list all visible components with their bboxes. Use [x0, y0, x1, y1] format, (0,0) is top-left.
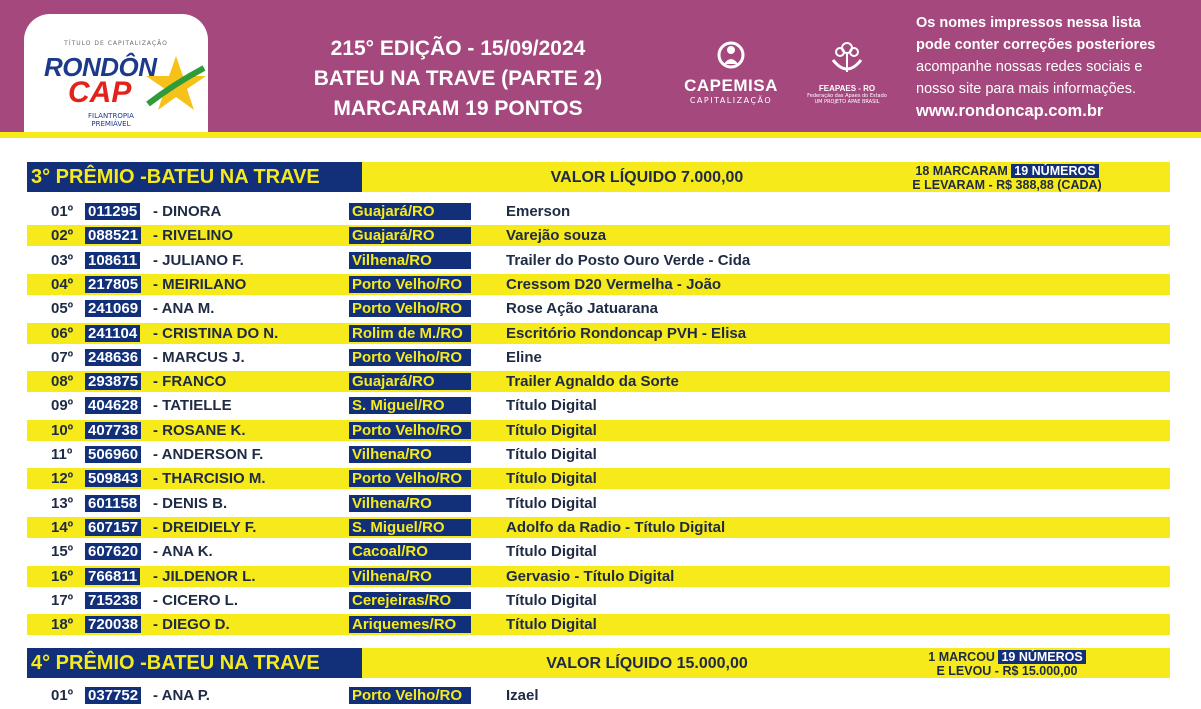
seller-name: Título Digital [506, 470, 597, 488]
prize-note [847, 164, 1167, 192]
winner-city: Cerejeiras/RO [349, 592, 471, 609]
edition-line-1: 215° EDIÇÃO - 15/09/2024 [330, 37, 586, 60]
winner-position: 06º [51, 324, 74, 342]
winner-position: 10º [51, 421, 74, 439]
star-icon [138, 54, 208, 114]
ticket-number: 217805 [85, 276, 141, 293]
ticket-number: 037752 [85, 687, 141, 704]
flower-logo-icon [828, 38, 866, 78]
seller-name: Varejão souza [506, 227, 607, 245]
ticket-number: 506960 [85, 446, 141, 463]
capemisa-name: CAPEMISA [684, 76, 778, 95]
winner-row [27, 590, 1170, 611]
winner-city: Porto Velho/RO [349, 687, 471, 704]
rondoncap-logo [24, 14, 208, 132]
ticket-number: 766811 [85, 568, 140, 585]
winner-city: Guajará/RO [349, 373, 471, 390]
edition-title [248, 34, 668, 124]
logo-tagline: TÍTULO DE CAPITALIZAÇÃO [64, 40, 168, 47]
prize-note-highlight: 19 NÚMEROS [998, 650, 1085, 664]
notice-text [916, 12, 1196, 122]
seller-name: Título Digital [506, 397, 597, 415]
ticket-number: 601158 [85, 495, 140, 512]
seller-name: Eline [506, 348, 542, 366]
winner-row [27, 298, 1170, 319]
logo-subtitle [88, 112, 134, 128]
winner-row [27, 395, 1170, 416]
ticket-number: 011295 [85, 203, 140, 220]
winner-position: 09º [51, 397, 74, 415]
winner-row [27, 566, 1170, 587]
feapaes-name: FEAPAES - RO [818, 84, 876, 93]
winner-name: - CRISTINA DO N. [153, 324, 279, 342]
feapaes-sub-2: UM PROJETO APAE BRASIL [814, 99, 880, 105]
seller-name: Título Digital [506, 616, 597, 634]
winner-city: S. Miguel/RO [349, 519, 471, 536]
seller-name: Título Digital [506, 494, 597, 512]
prize-note [847, 650, 1167, 678]
prize-value: VALOR LÍQUIDO 15.000,00 [546, 655, 748, 672]
prize-header [27, 162, 1170, 192]
ticket-number: 088521 [85, 227, 141, 244]
winner-city: Guajará/RO [349, 203, 471, 220]
winner-row [27, 517, 1170, 538]
winner-city: S. Miguel/RO [349, 397, 471, 414]
seller-name: Título Digital [506, 543, 597, 561]
winner-position: 13º [51, 494, 74, 512]
notice-line-3: acompanhe nossas redes sociais e [916, 59, 1143, 75]
winner-row [27, 685, 1170, 706]
feapaes-logo [806, 38, 888, 105]
website-link[interactable]: www.rondoncap.com.br [916, 102, 1104, 120]
edition-line-2: BATEU NA TRAVE (PARTE 2) [313, 67, 603, 90]
winner-name: - FRANCO [153, 373, 227, 391]
winner-position: 08º [51, 373, 74, 391]
winner-position: 18º [51, 616, 74, 634]
winner-row [27, 274, 1170, 295]
winner-position: 01º [51, 203, 74, 220]
winner-city: Vilhena/RO [349, 252, 471, 269]
winner-name: - CICERO L. [153, 591, 238, 609]
winner-row [27, 371, 1170, 392]
capemisa-logo-icon [716, 40, 746, 70]
prize-note-prefix: 18 MARCARAM [915, 164, 1008, 178]
prize-header [27, 648, 1170, 678]
winner-name: - ANA K. [153, 543, 213, 561]
notice-line-1: Os nomes impressos nessa lista [916, 15, 1141, 31]
winner-position: 04º [51, 275, 74, 293]
capemisa-sub: CAPITALIZAÇÃO [689, 96, 773, 105]
winner-position: 14º [51, 518, 74, 536]
winner-city: Vilhena/RO [349, 568, 471, 585]
winner-name: - DREIDIELY F. [153, 518, 257, 536]
capemisa-logo [676, 40, 786, 105]
feapaes-sub-1: Federação das Apaes do Estado [807, 93, 887, 99]
ticket-number: 715238 [85, 592, 141, 609]
winner-row [27, 420, 1170, 441]
logo-brand-top: RONDÔN [44, 52, 157, 82]
seller-name: Trailer do Posto Ouro Verde - Cida [506, 251, 751, 269]
winner-position: 16º [51, 567, 74, 585]
seller-name: Título Digital [506, 446, 597, 463]
seller-name: Cressom D20 Vermelha - João [506, 275, 722, 293]
winner-row [27, 225, 1170, 246]
ticket-number: 241069 [85, 300, 141, 317]
winner-position: 12º [51, 470, 74, 488]
header-divider [0, 132, 1201, 138]
winner-row [27, 614, 1170, 635]
seller-name: Escritório Rondoncap PVH - Elisa [506, 324, 747, 342]
ticket-number: 720038 [85, 616, 141, 633]
seller-name: Rose Ação Jatuarana [506, 300, 659, 318]
winner-row [27, 468, 1170, 489]
logo-subtitle-line-1: FILANTROPIA [88, 112, 134, 120]
winner-position: 11º [51, 446, 73, 463]
prize-note-line-1 [847, 650, 1167, 664]
winner-name: - DIEGO D. [153, 616, 230, 634]
winner-row [27, 347, 1170, 368]
winner-name: - MARCUS J. [153, 348, 245, 366]
winner-city: Porto Velho/RO [349, 470, 471, 487]
ticket-number: 108611 [85, 252, 140, 269]
logo-brand-bottom: CAP [68, 76, 132, 109]
winner-name: - TATIELLE [153, 397, 232, 415]
notice-line-2: pode conter correções posteriores [916, 37, 1156, 53]
winner-position: 03º [51, 251, 74, 269]
winner-row [27, 201, 1170, 222]
winner-city: Porto Velho/RO [349, 300, 471, 317]
logo-subtitle-line-2: PREMIÁVEL [91, 120, 131, 128]
winner-position: 05º [51, 300, 74, 318]
winner-city: Guajará/RO [349, 227, 471, 244]
prize-note-line-2: E LEVARAM - R$ 388,88 (CADA) [912, 178, 1102, 192]
winner-name: - DENIS B. [153, 494, 228, 512]
winner-row [27, 493, 1170, 514]
ticket-number: 407738 [85, 422, 141, 439]
winner-city: Porto Velho/RO [349, 349, 471, 366]
prize-title: 4° PRÊMIO -BATEU NA TRAVE [27, 648, 362, 678]
prize-note-prefix: 1 MARCOU [928, 650, 995, 664]
winner-name: - ROSANE K. [153, 421, 246, 439]
winner-name: - MEIRILANO [153, 275, 247, 293]
winner-position: 15º [51, 543, 74, 561]
winner-name: - DINORA [153, 203, 222, 220]
winner-position: 01º [51, 687, 74, 704]
winner-name: - ANA P. [153, 687, 210, 704]
ticket-number: 404628 [85, 397, 141, 414]
ticket-number: 293875 [85, 373, 141, 390]
ticket-number: 509843 [85, 470, 141, 487]
winner-position: 02º [51, 227, 74, 245]
ticket-number: 607157 [85, 519, 141, 536]
winner-city: Porto Velho/RO [349, 422, 471, 439]
notice-line-4: nosso site para mais informações. [916, 81, 1137, 97]
ticket-number: 241104 [85, 325, 140, 342]
winner-row [27, 444, 1170, 465]
winner-name: - JILDENOR L. [153, 567, 256, 585]
prize-note-line-1 [847, 164, 1167, 178]
winner-city: Cacoal/RO [349, 543, 471, 560]
winner-city: Vilhena/RO [349, 446, 471, 463]
winner-name: - JULIANO F. [153, 251, 244, 269]
winner-row [27, 541, 1170, 562]
prize-note-line-2: E LEVOU - R$ 15.000,00 [936, 664, 1078, 678]
seller-name: Título Digital [506, 421, 597, 439]
page-header [0, 0, 1201, 132]
winner-name: - RIVELINO [153, 227, 234, 245]
prize-value: VALOR LÍQUIDO 7.000,00 [550, 169, 744, 186]
winner-name: - ANA M. [153, 300, 215, 318]
winner-position: 17º [51, 591, 74, 609]
winner-city: Vilhena/RO [349, 495, 471, 512]
seller-name: Adolfo da Radio - Título Digital [506, 518, 726, 536]
seller-name: Trailer Agnaldo da Sorte [506, 373, 679, 391]
prize-note-highlight: 19 NÚMEROS [1011, 164, 1098, 178]
winner-city: Porto Velho/RO [349, 276, 471, 293]
winner-row [27, 323, 1170, 344]
seller-name: Título Digital [506, 591, 597, 609]
winner-city: Rolim de M./RO [349, 325, 471, 342]
winner-city: Ariquemes/RO [349, 616, 471, 633]
prize-title: 3° PRÊMIO -BATEU NA TRAVE [27, 162, 362, 192]
ticket-number: 248636 [85, 349, 141, 366]
winner-position: 07º [51, 348, 74, 366]
seller-name: Emerson [506, 203, 571, 220]
seller-name: Izael [506, 687, 539, 704]
winner-name: - THARCISIO M. [153, 470, 266, 488]
seller-name: Gervasio - Título Digital [506, 567, 675, 585]
winner-row [27, 250, 1170, 271]
edition-line-3: MARCARAM 19 PONTOS [333, 97, 583, 120]
ticket-number: 607620 [85, 543, 141, 560]
winner-name: - ANDERSON F. [153, 446, 264, 463]
